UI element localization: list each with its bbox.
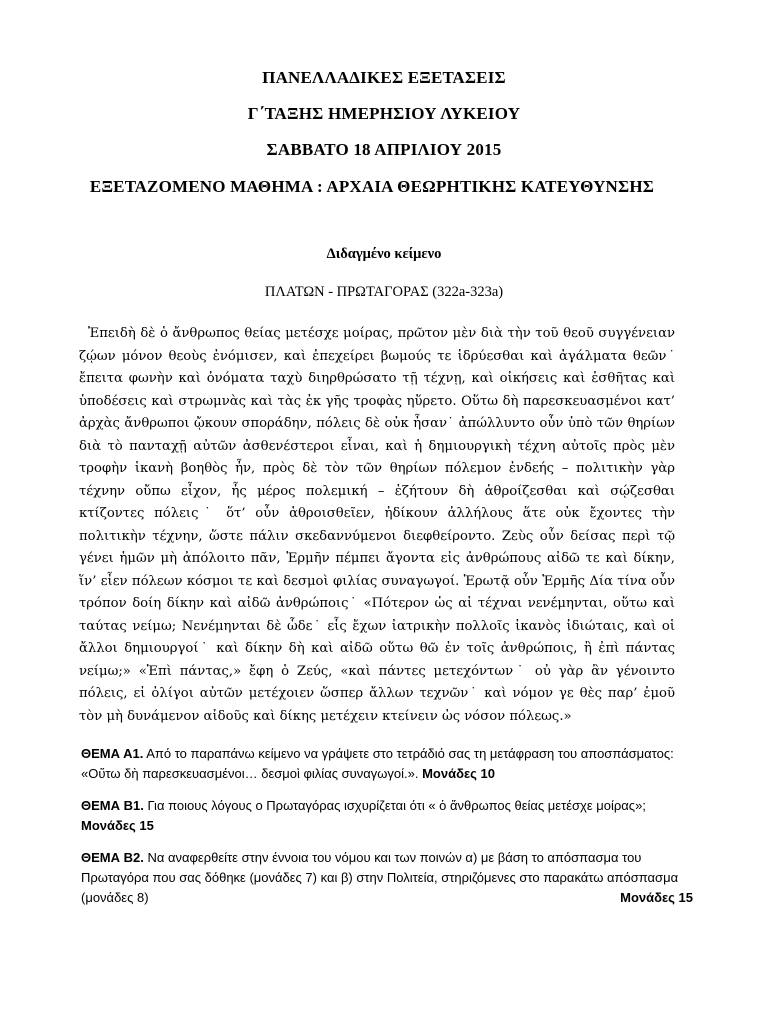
question-a1-marks: Μονάδες 10 — [422, 766, 495, 781]
question-b2-marks: Μονάδες 15 — [620, 890, 693, 905]
section-source: ΠΛΑΤΩΝ - ΠΡΩΤΑΓΟΡΑΣ (322a-323a) — [264, 284, 504, 300]
ancient-greek-passage: Ἐπειδὴ δὲ ὁ ἄνθρωπος θείας μετέσχε μοίρας, πρῶτον μὲν διὰ τὴν τοῦ θεοῦ συγγένειαν ζῴων μόνον θεοὺς ἐνόμισεν, καὶ ἐπεχείρει βωμούς τε ἱδρύεσθαι καὶ ἀγάλματα θεῶν˙ ἔπειτα φωνὴν καὶ ὀνόματα ταχὺ διηρθρώσατο τῇ τέχνῃ, καὶ οἰκήσεις καὶ ἐσθῆτας καὶ ὑποδέσεις καὶ στρωμνὰς καὶ τὰς ἐκ γῆς τροφὰς ηὕρετο. Οὕτω δὴ παρεσκευασμένοι κατ’ ἀρχὰς ἄνθρωποι ᾤκουν σποράδην, πόλεις δὲ οὐκ ἦσαν˙ ἀπώλλυντο οὖν ὑπὸ τῶν θηρίων διὰ τὸ πανταχῇ αὐτῶν ἀσθενέστεροι εἶναι, καὶ ἡ δημιουργικὴ τέχνη αὐτοῖς πρὸς μὲν τροφὴν ἱκανὴ βοηθὸς ἦν, πρὸς δὲ τὸν τῶν θηρίων πόλεμον ἐνδεής – πολιτικὴν γὰρ τέχνην οὔπω εἶχον, ἧς μέρος πολεμική – ἐζήτουν δὴ ἁθροίζεσθαι καὶ σῴζεσθαι κτίζοντες πόλεις˙ ὅτ’ οὖν ἁθροισθεῖεν, ἠδίκουν ἀλλήλους ἅτε οὐκ ἔχοντες τὴν πολιτικὴν τέχνην, ὥστε πάλιν σκεδαννύμενοι διεφθείροντο. Ζεὺς οὖν δείσας περὶ τῷ γένει ἡμῶν μὴ ἀπόλοιτο πᾶν, Ἑρμῆν πέμπει ἄγοντα εἰς ἀνθρώπους αἰδῶ τε καὶ δίκην, ἵν’ εἶεν πόλεων κόσμοι τε καὶ δεσμοὶ φιλίας συναγωγοί. Ἐρωτᾷ οὖν Ἑρμῆς Δία τίνα οὖν τρόπον δοίη δίκην καὶ αἰδῶ ἀνθρώποις˙ «Πότερον ὡς αἱ τέχναι νενέμηνται, οὕτω καὶ ταύτας νείμω; Νενέμηνται δὲ ὧδε˙ εἷς ἔχων ἰατρικὴν πολλοῖς ἱκανὸς ἰδιώταις, καὶ οἱ ἄλλοι δημιουργοί˙ καὶ δίκην δὴ καὶ αἰδῶ οὕτω θῶ ἐν τοῖς ἀνθρώποις, ἢ ἐπὶ πάντας νείμω;» «Ἐπὶ πάντας,» ἔφη ὁ Ζεύς, «καὶ πάντες μετεχόντων˙ οὐ γὰρ ἂν γένοιντο πόλεις, εἰ ὀλίγοι αὐτῶν μετέχοιεν ὥσπερ ἄλλων τεχνῶν˙ καὶ νόμον γε θὲς παρ’ ἐμοῦ τὸν μὴ δυνάμενον αἰδοῦς καὶ δίκης μετέχειν κτείνειν ὡς νόσον πόλεως.» — [79, 326, 675, 724]
question-b1-marks: Μονάδες 15 — [81, 818, 154, 833]
question-a1-label: ΘΕΜΑ Α1. — [81, 746, 144, 761]
header-class: Γ΄ΤΑΞΗΣ ΗΜΕΡΗΣΙΟΥ ΛΥΚΕΙΟΥ — [247, 104, 521, 123]
question-b2-text: Να αναφερθείτε στην έννοια του νόμου και των ποινών α) με βάση το απόσπασμα του Πρωταγόρα που σας δόθηκε (μονάδες 7) και β) στην Πολιτεία, στηριζόμενες στο παρακάτω απόσπασμα (μονάδες 8) — [81, 850, 679, 905]
question-b1 — [81, 796, 693, 836]
header-subject: ΕΞΕΤΑΖΟΜΕΝΟ ΜΑΘΗΜΑ : ΑΡΧΑΙΑ ΘΕΩΡΗΤΙΚΗΣ ΚΑΤΕΥΘΥΝΣΗΣ — [89, 177, 655, 196]
question-b1-label: ΘΕΜΑ Β1. — [81, 798, 144, 813]
header-date: ΣΑΒΒΑΤΟ 18 ΑΠΡΙΛΙΟΥ 2015 — [266, 140, 502, 159]
question-a1-text: Από το παραπάνω κείμενο να γράψετε στο τετράδιό σας τη μετάφραση του αποσπάσματος: «Οὕτω δὴ παρεσκευασμένοι… δεσμοὶ φιλίας συναγωγοί.». — [81, 746, 674, 781]
section-title: Διδαγμένο κείμενο — [326, 246, 442, 262]
question-b2 — [81, 848, 693, 908]
question-b2-label: ΘΕΜΑ Β2. — [81, 850, 144, 865]
question-b1-text: Για ποιους λόγους ο Πρωταγόρας ισχυρίζεται ότι « ὁ ἄνθρωπος θείας μετέσχε μοίρας»; — [143, 798, 646, 813]
header-exams-title: ΠΑΝΕΛΛΑΔΙΚΕΣ ΕΞΕΤΑΣΕΙΣ — [262, 68, 506, 87]
question-a1 — [81, 744, 693, 784]
